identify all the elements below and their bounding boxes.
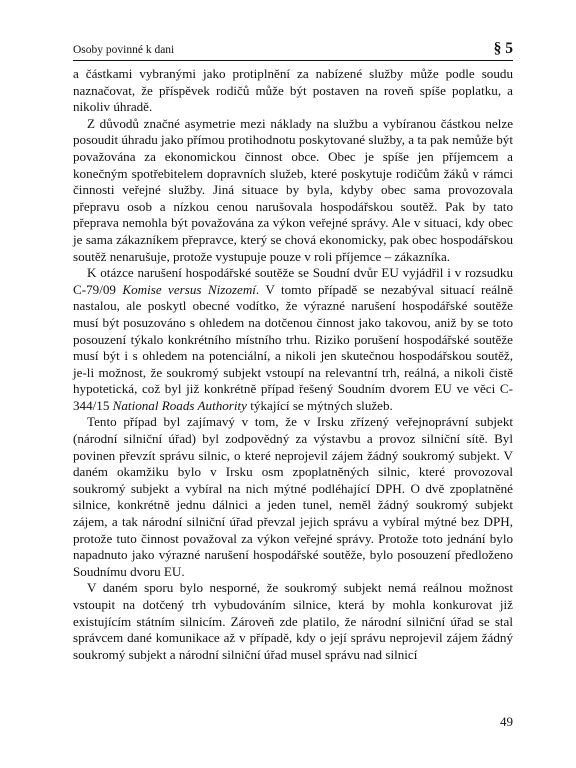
italic-text-run: Komise versus Nizozemí	[122, 281, 256, 297]
text-run: Tento případ byl zajímavý v tom, že v Irsku zřízený veřejnoprávní subjekt (národní silniční úřad) byl zodpovědný za výstavbu a provoz silniční sítě. Byl povinen převzít správu silnic, o které neprojevil zájem žádný soukromý subjekt. V daném okamžiku bylo v Irsku osm zpoplatněných silnic, které provozoval soukromý subjekt a vybíral na nich mýtné podléhající DPH. O dvě zpoplatněné silnice, konkrétně jednu dálnici a jeden tunel, neměl žádný soukromý subjekt zájem, a tak národní silniční úřad převzal jejich správu a vybíral mýtné bez DPH, protože tuto činnost považoval za výkon veřejné správy. Protože toto jednání bylo napadnuto jako výrazné narušení hospodářské soutěže, bylo posouzení předloženo Soudnímu dvoru EU.	[73, 414, 513, 579]
paragraph	[73, 265, 513, 414]
text-run: K otázce narušení hospodářské soutěže se Soudní dvůr EU vyjádřil i v rozsudku C-79/09	[73, 265, 513, 297]
paragraph	[73, 580, 513, 663]
running-title: Osoby povinné k dani	[73, 44, 175, 56]
running-header	[73, 38, 513, 61]
text-run: a částkami vybranými jako protiplnění za nabízené služby může podle soudu naznačovat, že příspěvek rodičů může být postaven na roveň spíše poplatku, a nikoliv úhradě.	[73, 66, 513, 115]
italic-text-run: National Roads Authority	[112, 397, 247, 413]
paragraph	[73, 66, 513, 116]
paragraph	[73, 116, 513, 265]
section-mark: § 5	[493, 40, 513, 57]
text-run: Z důvodů značné asymetrie mezi náklady na službu a vybíranou částkou nelze posoudit úhradu jako přímou protihodnotu poskytované služby, a ta pak nemůže být považována za ekonomickou činnost obce. Obec je spíše jen příjemcem a konečným spotřebitelem dopravních služeb, které poskytuje rodičům žáků v rámci činnosti veřejné služby. Jiná situace by byla, kdyby obec sama provozovala přepravu osob a nízkou cenou narušovala hospodářskou soutěž. Pak by tato přeprava nemohla být považována za výkon veřejné správy. Ale v situaci, kdy obec je sama zákazníkem přepravce, který se chová ekonomicky, pak obec hospodářskou soutěž nenarušuje, protože vystupuje pouze v roli příjemce – zákazníka.	[73, 115, 513, 264]
paragraph	[73, 414, 513, 580]
text-run: týkající se mýtných služeb.	[247, 397, 393, 413]
text-run: . V tomto případě se nezabýval situací reálně nastalou, ale poskytl obecné vodítko, že výrazné narušení hospodářské soutěže musí být posuzováno s ohledem na dotčenou činnost jako takovou, aniž by se toto posouzení týkalo konkrétního místního trhu. Riziko porušení hospodářské soutěže musí být i s ohledem na potenciální, a nikoli jen skutečnou hospodářskou soutěž, je-li možnost, že soukromý subjekt vstoupí na relevantní trh, reálná, a nikoli čistě hypotetická, což byl již konkrétně případ řešený Soudním dvorem EU ve věci C-344/15	[73, 281, 513, 413]
body-text	[73, 66, 513, 663]
text-run: V daném sporu bylo nesporné, že soukromý subjekt nemá reálnou možnost vstoupit na dotčený trh vybudováním silnice, která by mohla konkurovat již existujícím státním silnicím. Zároveň zde platilo, že národní silniční úřad se stal správcem dané komunikace až v případě, kdy o její správu neprojevil zájem žádný soukromý subjekt a národní silniční úřad musel správu nad silnicí	[73, 580, 513, 662]
page-number: 49	[500, 714, 513, 729]
